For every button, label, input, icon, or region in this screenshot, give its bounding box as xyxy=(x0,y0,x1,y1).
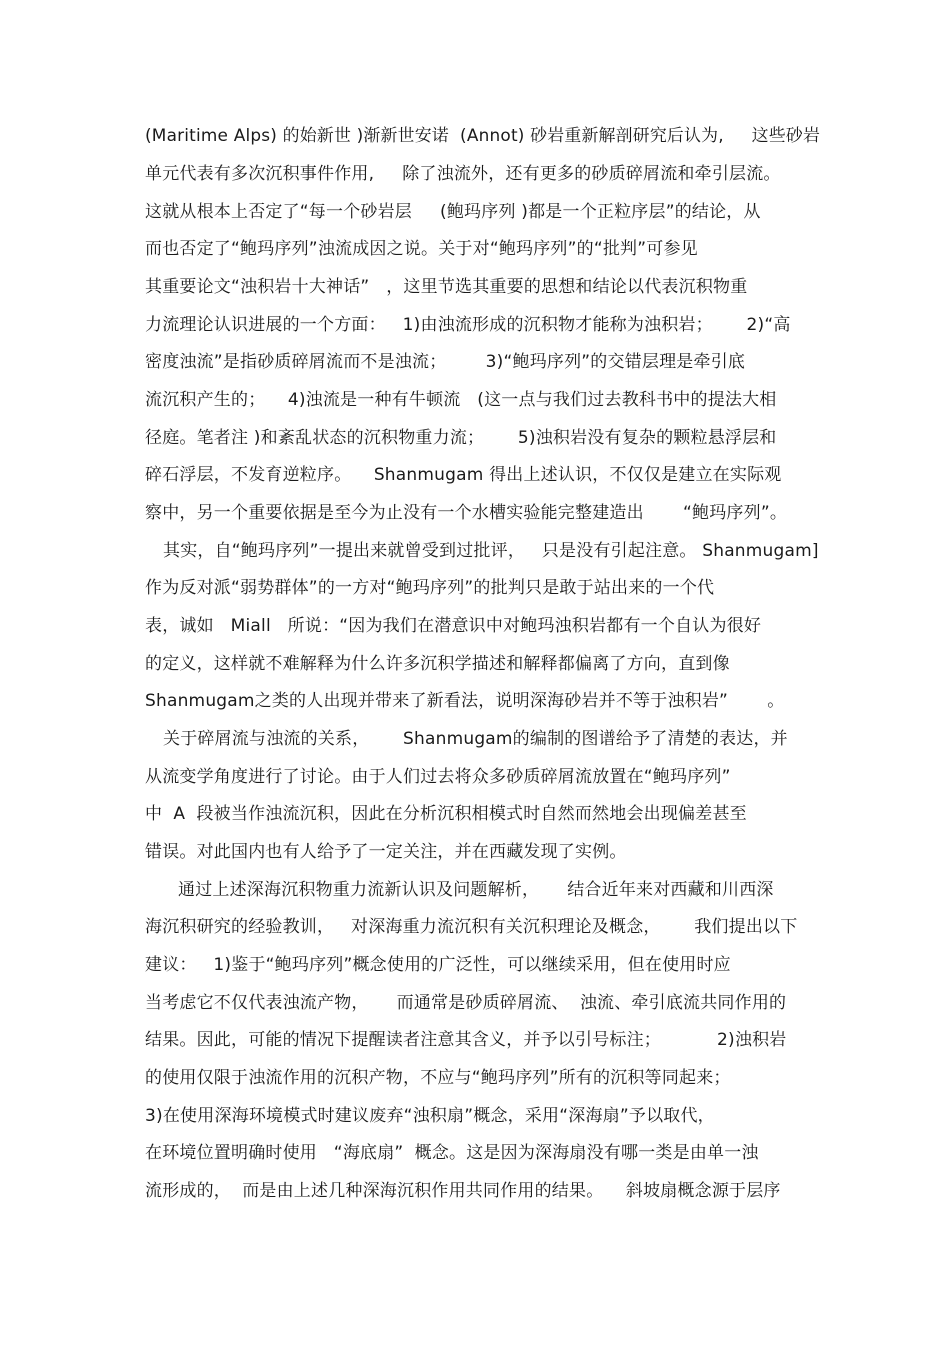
text-line: 海沉积研究的经验教训， 对深海重力流沉积有关沉积理论及概念， 我们提出以下 xyxy=(145,917,798,937)
text-line: 流形成的， 而是由上述几种深海沉积作用共同作用的结果。 斜坡扇概念源于层序 xyxy=(145,1181,781,1201)
text-line: 径庭。笔者注 )和紊乱状态的沉积物重力流； 5)浊积岩没有复杂的颗粒悬浮层和 xyxy=(145,428,777,448)
text-line: 在环境位置明确时使用 “海底扇” 概念。这是因为深海扇没有哪一类是由单一浊 xyxy=(145,1143,759,1163)
text-line: 当考虑它不仅代表浊流产物， 而通常是砂质碎屑流、 浊流、牵引底流共同作用的 xyxy=(145,993,787,1013)
text-line: 关于碎屑流与浊流的关系， Shanmugam的编制的图谱给予了清楚的表达，并 xyxy=(163,729,788,749)
text-line: 建议： 1)鉴于“鲍玛序列”概念使用的广泛性，可以继续采用，但在使用时应 xyxy=(145,955,731,975)
text-line: 从流变学角度进行了讨论。由于人们过去将众多砂质碎屑流放置在“鲍玛序列” xyxy=(145,767,731,787)
text-line: 其实，自“鲍玛序列”一提出来就曾受到过批评， 只是没有引起注意。 Shanmugam] xyxy=(163,541,819,561)
text-line: 3)在使用深海环境模式时建议废弃“浊积扇”概念，采用“深海扇”予以取代， xyxy=(145,1106,715,1126)
text-line: 中 A 段被当作浊流沉积，因此在分析沉积相模式时自然而然地会出现偏差甚至 xyxy=(145,804,747,824)
text-line: 碎石浮层，不发育逆粒序。 Shanmugam 得出上述认识，不仅仅是建立在实际观 xyxy=(145,465,782,485)
text-line: 表，诚如 Miall 所说：“因为我们在潜意识中对鲍玛浊积岩都有一个自认为很好 xyxy=(145,616,762,636)
text-line: 作为反对派“弱势群体”的一方对“鲍玛序列”的批判只是敢于站出来的一个代 xyxy=(145,578,715,598)
text-line: 这就从根本上否定了“每一个砂岩层 (鲍玛序列 )都是一个正粒序层”的结论，从 xyxy=(145,202,761,222)
text-line: 错误。对此国内也有人给予了一定关注，并在西藏发现了实例。 xyxy=(145,842,627,862)
text-line: 其重要论文“浊积岩十大神话” ，这里节选其重要的思想和结论以代表沉积物重 xyxy=(145,277,748,297)
text-line: 而也否定了“鲍玛序列”浊流成因之说。关于对“鲍玛序列”的“批判”可参见 xyxy=(145,239,698,259)
text-line: 力流理论认识进展的一个方面： 1)由浊流形成的沉积物才能称为浊积岩； 2)“高 xyxy=(145,315,791,335)
text-line: 单元代表有多次沉积事件作用, 除了浊流外，还有更多的砂质碎屑流和牵引层流。 xyxy=(145,164,781,184)
text-line: 密度浊流”是指砂质碎屑流而不是浊流； 3)“鲍玛序列”的交错层理是牵引底 xyxy=(145,352,746,372)
text-line: 察中，另一个重要依据是至今为止没有一个水槽实验能完整建造出 “鲍玛序列”。 xyxy=(145,503,788,523)
text-line: 的使用仅限于浊流作用的沉积产物，不应与“鲍玛序列”所有的沉积等同起来； xyxy=(145,1068,731,1088)
text-line: 的定义，这样就不难解释为什么许多沉积学描述和解释都偏离了方向，直到像 xyxy=(145,654,730,674)
text-line: 通过上述深海沉积物重力流新认识及问题解析， 结合近年来对西藏和川西深 xyxy=(178,880,774,900)
text-line: 结果。因此，可能的情况下提醒读者注意其含义，并予以引号标注； 2)浊积岩 xyxy=(145,1030,787,1050)
text-line: (Maritime Alps) 的始新世 )渐新世安诺 (Annot) 砂岩重新解剖研究后认为, 这些砂岩 xyxy=(145,126,821,146)
text-line: Shanmugam之类的人出现并带来了新看法，说明深海砂岩并不等于浊积岩” 。 xyxy=(145,691,785,711)
text-line: 流沉积产生的； 4)浊流是一种有牛顿流 (这一点与我们过去教科书中的提法大相 xyxy=(145,390,777,410)
